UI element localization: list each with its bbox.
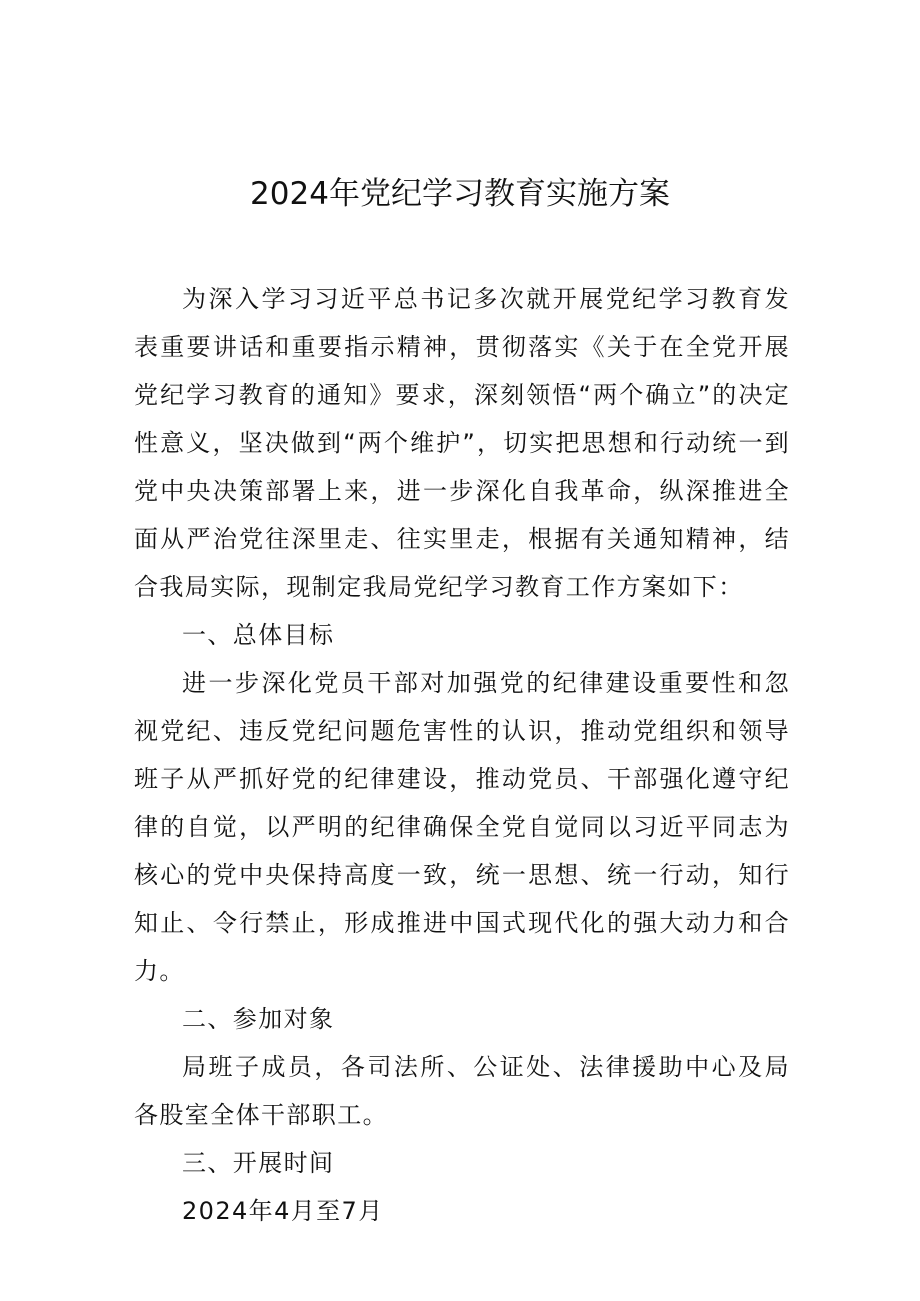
document-body — [134, 275, 790, 1235]
section-heading-goal: 一、总体目标 — [182, 621, 335, 649]
section-body-participants: 局班子成员，各司法所、公证处、法律援助中心及局各股室全体干部职工。 — [134, 1053, 790, 1129]
section-body-goal: 进一步深化党员干部对加强党的纪律建设重要性和忽视党纪、违反党纪问题危害性的认识，推动党组织和领导班子从严抓好党的纪律建设，推动党员、干部强化遵守纪律的自觉，以严明的纪律确保全党自觉同以习近平同志为核心的党中央保持高度一致，统一思想、统一行动，知行知止、令行禁止，形成推进中国式现代化的强大动力和合力。 — [134, 669, 790, 985]
section-body-schedule: 2024年4月至7月 — [182, 1197, 384, 1225]
intro-paragraph: 为深入学习习近平总书记多次就开展党纪学习教育发表重要讲话和重要指示精神，贯彻落实《关于在全党开展党纪学习教育的通知》要求，深刻领悟“两个确立”的决定性意义，坚决做到“两个维护”，切实把思想和行动统一到党中央决策部署上来，进一步深化自我革命，纵深推进全面从严治党往深里走、往实里走，根据有关通知精神，结合我局实际，现制定我局党纪学习教育工作方案如下： — [134, 285, 790, 601]
section-heading-schedule: 三、开展时间 — [182, 1149, 335, 1177]
section-heading-participants: 二、参加对象 — [182, 1005, 335, 1033]
document-title: 2024年党纪学习教育实施方案 — [250, 176, 670, 212]
